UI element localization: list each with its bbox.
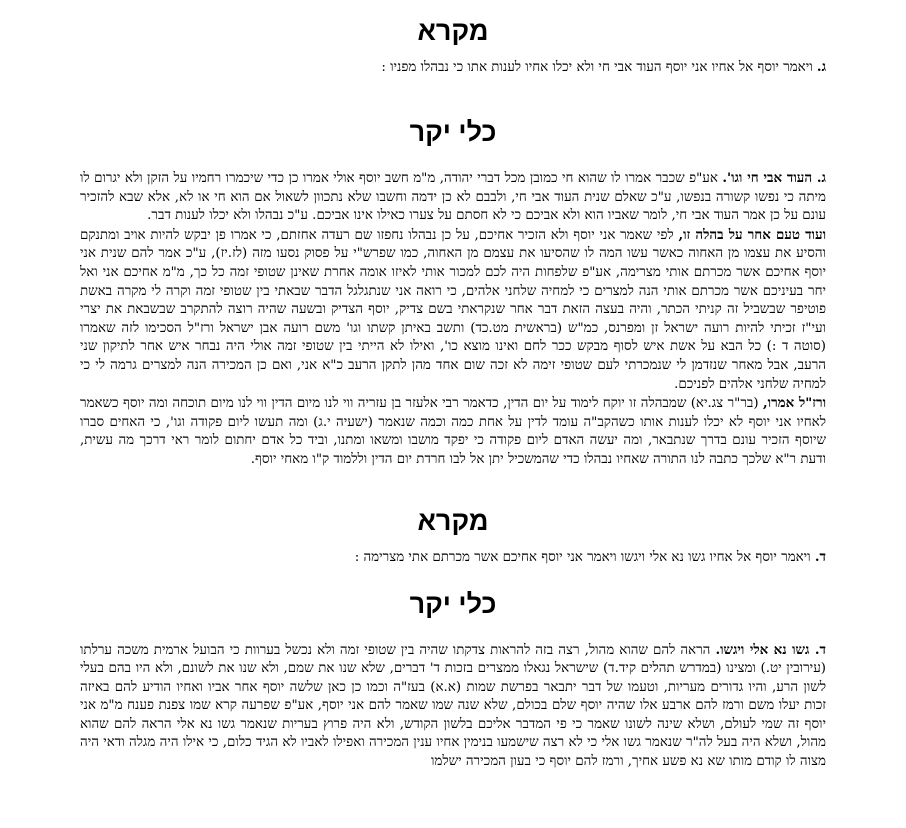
commentary-lead-4: ד. גשו נא אלי ויגשו. xyxy=(715,641,826,658)
verse-body-1: ויאמר יוסף אל אחיו אני יוסף העוד אבי חי ולא יכלו אחיו לענות אתו כי נבהלו מפניו : xyxy=(381,60,813,75)
section-title-mikra-1: מקרא xyxy=(417,16,489,46)
commentary-lead-1: ג. העוד אבי חי וגו'. xyxy=(722,170,826,186)
section-title-kli-yakar-2: כלי יקר xyxy=(409,588,497,619)
verse-text-1 xyxy=(80,58,826,77)
commentary-body-1: אע"פ שכבר אמרו לו שהוא חי כמובן מכל דברי יהודה, מ"מ חשב יוסף אולי אמרו כן כדי שיכמרו רחמיו על הזקן ולא יגרום לו מיתה כי נפשו קשורה בנפשו, ע"כ שאלם שנית העוד אבי חי, ולבבם לא כן ידמה וחשבו שלא נתכוון לשאול אם הוא חי או לא, אלא שבא להזכיר עונם על כן אמר העוד אבי חי, לומר שאביו הוא ולא אביכם כי לא חסתם על צערו כאילו אינו אביכם. ע"כ נבהלו ולא יכלו לענות דבר. xyxy=(80,171,826,224)
verse-number-1: ג. xyxy=(816,59,826,75)
commentary-body-2: לפי שאמר אני יוסף ולא הזכיר אחיכם, על כן נבהלו נחפזו שם רעדה אחזתם, כי אמרו פן יבקש להיות אויב ומתנקם והסיע את עצמו מן האחוה כאשר עשו המה לו שהסיעו את עצמם מן האחוה, כמו שפרש"י על פסוק נסעו מזה (לז.יז), ע"כ אמר להם שנית אני יוסף אחיכם אשר מכרתם אותי מצרימה, אע"פ שלפחות היה לכם למכור אותי לאיזו אומה אחרת שאינן שטופי זמה כל כך, מ"מ אחיכם אני ואל יחר בעיניכם אשר מכרתם אותי הנה למצרים כי למחיה שלחני אלהים, כי רואה אני שנתגלגל הדבר שבאתי בין שטופי זמה וקרה לי מקרה באשת פוטיפר שבשביל זה קניתי הכתר, והיה בעצה הזאת דבר אחר שנקראתי בשם צדיק, יוסף הצדיק ובשעה שהיה רוצה להתקרב שבשבאת את יצרי ועי"ז זכיתי להיות רועה ישראל זן ומפרנס, כמ"ש (בראשית מט.כד) ותשב באיתן קשתו וגו' משם רועה אבן ישראל ורז"ל הסכימו לזה שאמרו (סוטה ד :) כל הבא על אשת איש לסוף מבקש ככר לחם ואינו מוצא כו', ואילו לא הייתי בין שטופי זמה אולי היה נבחר איש אחר לתיקון שני הרעב, אבל מאחר שנזדמן לי שנמכרתי לעם שטופי זימה לא זכה שום אחד מהן לתקן הרעב כ"א אני, ואם כן המכירה הנה למצרים גרמה לי כי למחיה שלחני אלהים לפניכם. xyxy=(80,227,826,392)
commentary-lead-3: ורז"ל אמרו, xyxy=(763,395,826,412)
commentary-paragraph-3 xyxy=(80,394,826,469)
commentary-lead-2: ועוד טעם אחר על בהלה זו, xyxy=(678,226,826,243)
verse-body-2: ויאמר יוסף אל אחיו גשו נא אלי ויגשו ויאמר אני יוסף אחיכם אשר מכרתם אתי מצרימה : xyxy=(354,549,811,565)
section-title-kli-yakar-1: כלי יקר xyxy=(409,117,497,147)
commentary-body-4: הראה להם שהוא מהול, רצה בזה להראות צדקתו שהיה בין שטופי זמה ולא נכשל בערוות כי הבועל ארמית משכה ערלתו (עירובין יט.) ומצינו (במדרש תהלים קיד.ד) שישראל נגאלו ממצרים בזכות ד' דברים, שלא שנו את שמם, ולא שנו את לשונם, ולא היו בהם בעלי לשון הרע, והיו גדורים מעריות, וטעמו של דבר יתבאר בפרשת שמות (א.א) בעז"ה וכמו כן כאן שלשה יוסף אחר אביו ואחיו הודיע להם באיזה זכות יעלו משם ורמז להם ארבע אלו שהיה יוסף שלם בכולם, שלא שנה שמו שאמר להם אני יוסף, אע"פ שפרעה קרא שמו צפנת פענח מ"מ אני יוסף זה שמי לעולם, ושלא שינה לשונו שאמר כי פי המדבר אליכם בלשון הקודש, ולא היה פרוץ בעריות שנאמר גשו נא אלי הראה להם שהוא מהול, ושלא היה בעל לה"ר שנאמר גשו אלי כי לא רצה שישמעו בנימין אחיו ענין המכירה ואפילו לאביו לא הגיד כלום, כי אילו היה מגלה ודאי היה מצוה לו קודם מותו שא נא פשע אחיך, ורמז להם יוסף כי בעון המכירה ישלמו xyxy=(80,642,826,770)
verse-number-2: ד. xyxy=(814,548,826,565)
commentary-paragraph-1 xyxy=(80,169,826,226)
section-title-mikra-2: מקרא xyxy=(417,505,489,536)
commentary-paragraph-4 xyxy=(80,641,826,772)
verse-text-2 xyxy=(80,548,826,567)
commentary-paragraph-2 xyxy=(80,226,826,394)
commentary-body-3: (בר"ר צג.יא) שמבהלה זו יוקח לימוד על יום הדין, כדאמר רבי אלעזר בן עזריה ווי לנו מיום הדין ווי לנו מיום תוכחה ומה יוסף כשאמר לאחיו אני יוסף לא יכלו לענות אותו כשהקב"ה עומד לדין על אחת כמה וכמה שנאמר (ישעיה י.ג) ומה תעשו ליום פקודה וגו', כי האחים סברו שיוסף הזכיר עונם בדרך שנתבאר, ומה יעשה האדם ליום פקודה כי יפקד מושבו ומשאו ומתנו, וביד כל אדם יחתום לומר ראי דרכך מה עשית, ודעת ר"א שלכך כתבה לנו התורה שאחיו נבהלו כדי שהמשכיל יתן אל לבו חרדת יום הדין וללמוד ק"ו מאחי יוסף. xyxy=(80,396,826,467)
